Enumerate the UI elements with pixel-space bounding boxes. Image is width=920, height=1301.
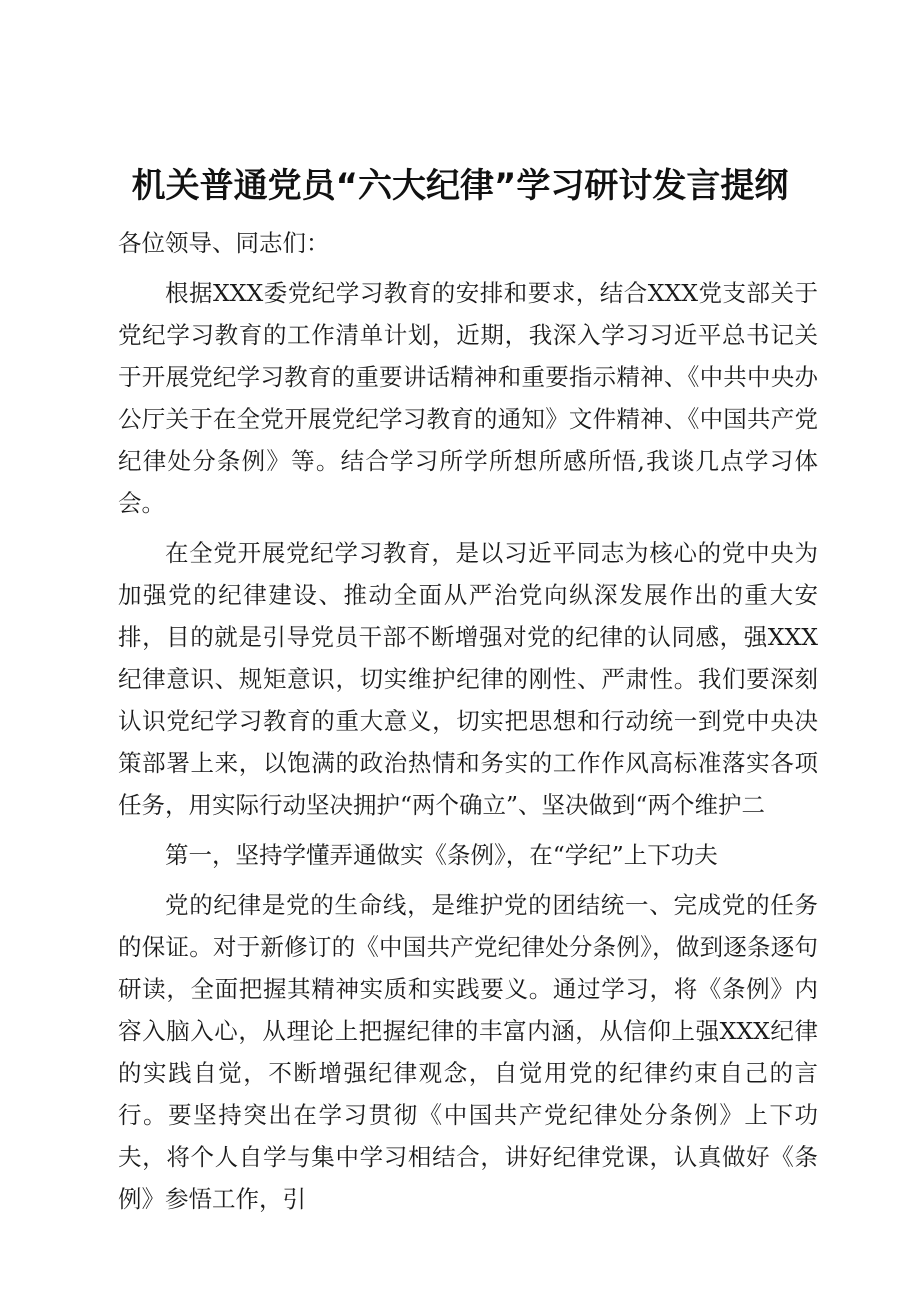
- greeting: 各位领导、同志们：: [118, 229, 330, 257]
- document-title: 机关普通党员“六大纪律”学习研讨发言提纲: [131, 166, 789, 206]
- paragraph-significance: 在全党开展党纪学习教育，是以习近平同志为核心的党中央为加强党的纪律建设、推动全面从严治党向纵深发展作出的重大安排，目的就是引导党员干部不断增强对党的纪律的认同感，强XXX纪律意识、规矩意识，切实维护纪律的刚性、严肃性。我们要深刻认识党纪学习教育的重大意义，切实把思想和行动统一到党中央决策部署上来，以饱满的政治热情和务实的工作作风高标准落实各项任务，用实际行动坚决拥护“两个确立”、坚决做到“两个维护二: [118, 539, 818, 819]
- paragraph-intro: 根据XXX委党纪学习教育的安排和要求，结合XXX党支部关于党纪学习教育的工作清单计划，近期，我深入学习习近平总书记关于开展党纪学习教育的重要讲话精神和重要指示精神、《中共中央办公厅关于在全党开展党纪学习教育的通知》文件精神、《中国共产党纪律处分条例》等。结合学习所学所想所感所悟,我谈几点学习体会。: [118, 279, 818, 517]
- section-paragraph: 党的纪律是党的生命线，是维护党的团结统一、完成党的任务的保证。对于新修订的《中国共产党纪律处分条例》，做到逐条逐句研读，全面把握其精神实质和实践要义。通过学习，将《条例》内容入脑入心，从理论上把握纪律的丰富内涵，从信仰上强XXX纪律的实践自觉，不断增强纪律观念，自觉用党的纪律约束自己的言行。要坚持突出在学习贯彻《中国共产党纪律处分条例》上下功夫，将个人自学与集中学习相结合，讲好纪律党课，认真做好《条例》参悟工作，引: [118, 891, 818, 1213]
- section-heading: 第一，坚持学懂弄通做实《条例》，在“学纪”上下功夫: [165, 841, 718, 869]
- document-body: [118, 222, 818, 1228]
